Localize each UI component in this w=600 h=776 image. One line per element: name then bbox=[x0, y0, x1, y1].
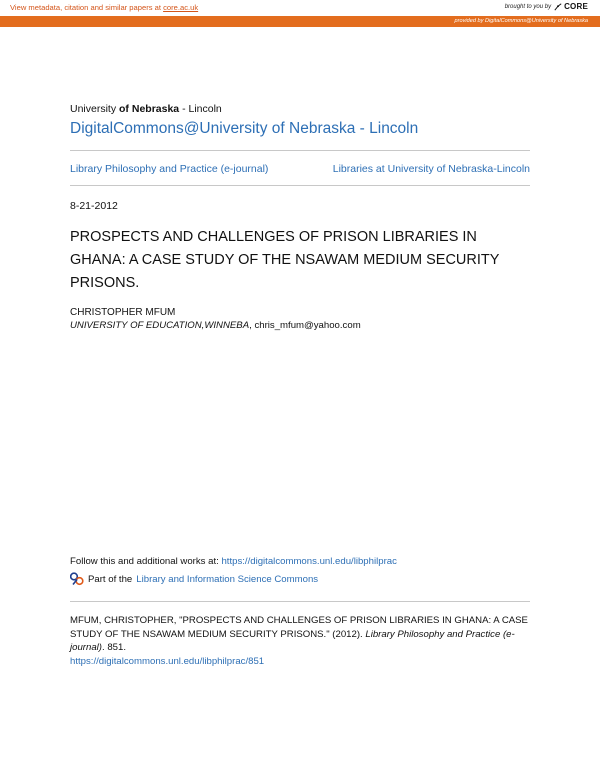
network-icon bbox=[70, 572, 84, 586]
university-suffix: - Lincoln bbox=[182, 103, 222, 115]
citation-url-link[interactable]: https://digitalcommons.unl.edu/libphilprac/851 bbox=[70, 655, 265, 667]
follow-url-link[interactable]: https://digitalcommons.unl.edu/libphilprac bbox=[221, 556, 397, 567]
author-email: , chris_mfum@yahoo.com bbox=[249, 320, 361, 331]
core-provided-bar bbox=[0, 16, 600, 27]
core-metadata-link[interactable]: core.ac.uk bbox=[163, 3, 199, 12]
divider-top bbox=[70, 150, 530, 151]
core-provided-text[interactable]: provided by DigitalCommons@University of Nebraska bbox=[454, 17, 588, 24]
part-of-line bbox=[70, 572, 318, 586]
core-brought-to-you[interactable] bbox=[505, 2, 588, 11]
university-prefix: University bbox=[70, 103, 117, 115]
commons-link[interactable]: Library and Information Science Commons bbox=[136, 573, 319, 585]
citation-journal: Library Philosophy and Practice (e-journal) bbox=[70, 628, 515, 653]
university-line bbox=[70, 103, 222, 115]
citation-number: . 851. bbox=[102, 642, 127, 653]
core-logo-icon bbox=[554, 3, 562, 11]
core-metadata-label: View metadata, citation and similar papers at bbox=[10, 3, 164, 12]
citation-block bbox=[70, 614, 530, 668]
affiliation-name: UNIVERSITY OF EDUCATION,WINNEBA bbox=[70, 320, 250, 331]
libraries-link[interactable]: Libraries at University of Nebraska-Lincoln bbox=[332, 163, 530, 175]
divider-citation bbox=[70, 601, 530, 602]
follow-label: Follow this and additional works at: bbox=[70, 556, 222, 567]
university-name: Nebraska bbox=[131, 103, 180, 115]
publication-date: 8-21-2012 bbox=[70, 200, 118, 212]
author-affiliation bbox=[70, 320, 361, 331]
core-logo[interactable] bbox=[554, 2, 588, 11]
part-of-label: Part of the bbox=[88, 573, 133, 585]
journal-link[interactable]: Library Philosophy and Practice (e-journal) bbox=[70, 163, 269, 175]
core-logo-text: CORE bbox=[564, 2, 588, 11]
core-metadata-text bbox=[10, 3, 198, 12]
author-name: CHRISTOPHER MFUM bbox=[70, 307, 176, 318]
core-brought-text: brought to you by bbox=[504, 3, 552, 10]
repository-title[interactable]: DigitalCommons@University of Nebraska - Lincoln bbox=[70, 120, 419, 137]
citation-text: MFUM, CHRISTOPHER, "PROSPECTS AND CHALLENGES OF PRISON LIBRARIES IN GHANA: A CASE STUDY OF THE NSAWAM MEDIUM SECURITY PRISONS." (2012). bbox=[70, 615, 528, 640]
university-of: of bbox=[119, 103, 129, 115]
paper-title: PROSPECTS AND CHALLENGES OF PRISON LIBRARIES IN GHANA: A CASE STUDY OF THE NSAWAM MEDIUM SECURITY PRISONS. bbox=[70, 229, 500, 291]
follow-line bbox=[70, 556, 397, 567]
divider-nav bbox=[70, 185, 530, 186]
core-banner bbox=[0, 0, 600, 27]
core-banner-top bbox=[0, 0, 600, 16]
